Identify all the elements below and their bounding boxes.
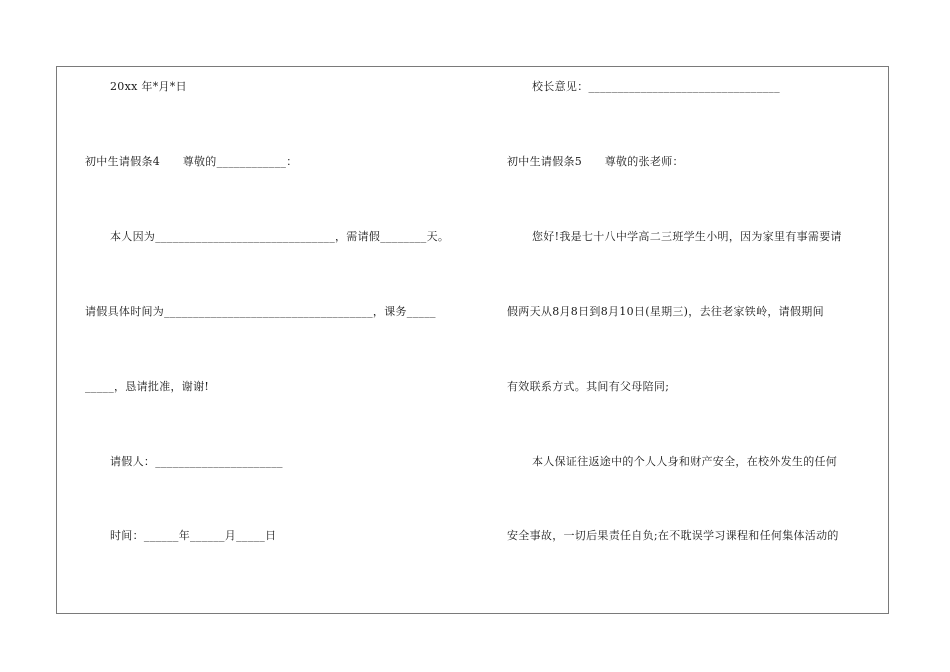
body-paragraph-line-4: 本人保证往返途中的个人人身和财产安全，在校外发生的任何 [532,455,838,468]
body-paragraph-line-2: 假两天从8月8日到8月10日(星期三)，去往老家铁岭，请假期间 [507,305,824,318]
reason-line: 本人因为_______________________________，需请假________天。 [110,230,450,243]
time-line: 时间：______年______月_____日 [110,529,277,542]
leave-note-4-heading: 初中生请假条4 尊敬的____________： [85,155,298,168]
request-approval-line: _____，恳请批准，谢谢! [85,380,210,393]
date-line: 20xx 年*月*日 [110,80,187,93]
principal-opinion-line: 校长意见：_________________________________ [532,80,780,93]
leave-note-5-heading: 初中生请假条5 尊敬的张老师： [507,155,684,168]
body-paragraph-line-3: 有效联系方式。其间有父母陪同; [507,380,670,393]
leave-time-line: 请假具体时间为____________________________________，课务_____ [85,305,436,318]
requester-line: 请假人：______________________ [110,455,283,468]
body-paragraph-line-1: 您好!我是七十八中学高二三班学生小明，因为家里有事需要请 [532,230,842,243]
body-paragraph-line-5: 安全事故，一切后果责任自负;在不耽误学习课程和任何集体活动的 [507,529,839,542]
